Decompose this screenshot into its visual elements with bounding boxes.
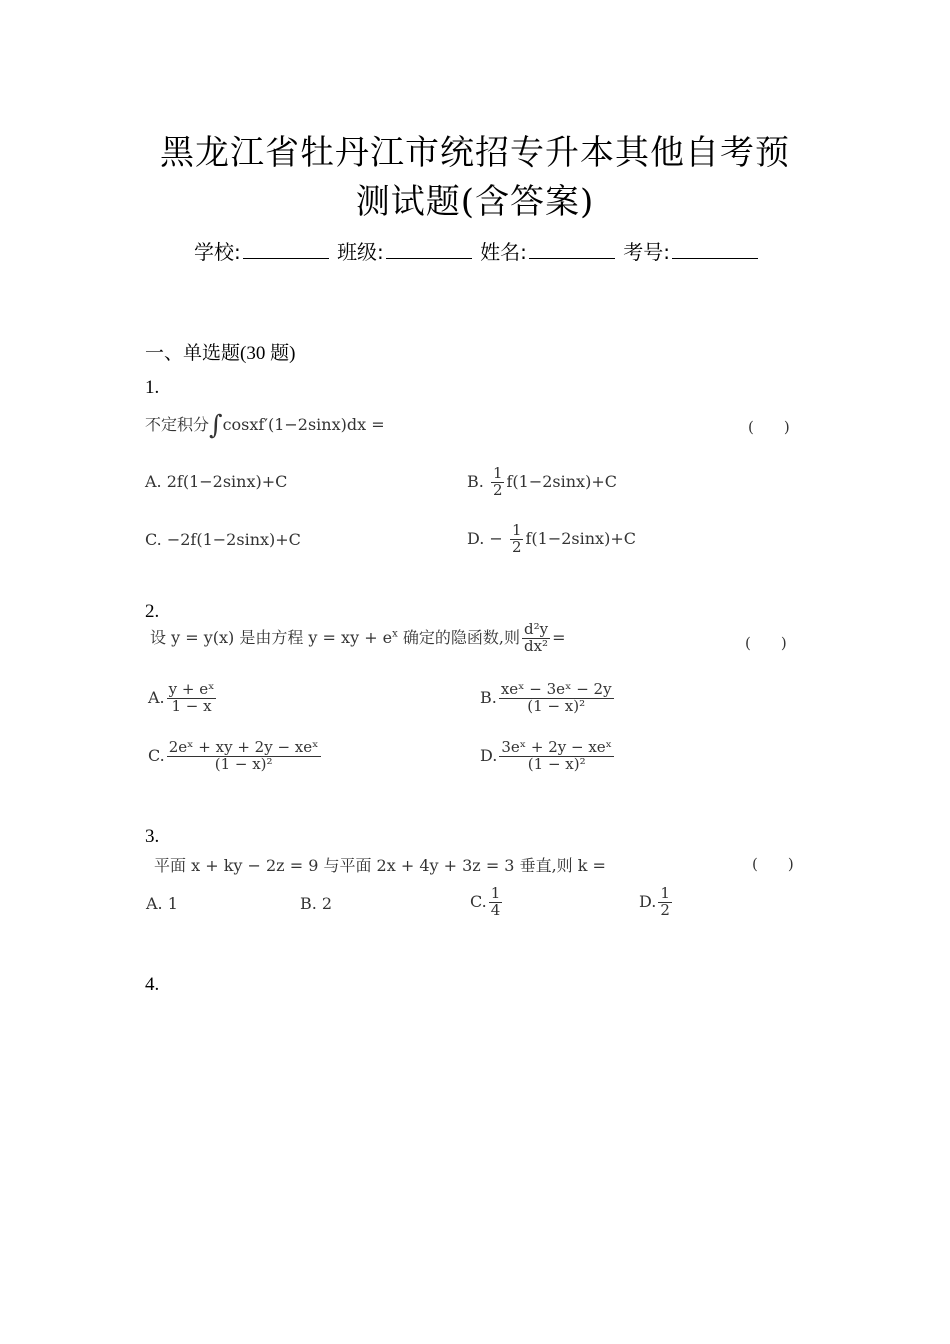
question-2-option-c [148,740,323,773]
question-1-option-c: C. −2f(1−2sinx)+C [145,530,301,549]
fraction-numerator: 3eˣ + 2y − xeˣ [501,738,613,756]
fraction-denominator: (1 − x)² [527,696,586,715]
question-3-number: 3. [145,826,160,847]
question-2-number: 2. [145,601,160,622]
question-1-number: 1. [145,377,160,398]
second-derivative-fraction [522,622,550,655]
question-1-answer-paren: ( ) [748,418,790,436]
option-d-tail: f(1−2sinx)+C [525,528,636,548]
question-2-option-b [480,682,616,715]
page-title-line-1: 黑龙江省牡丹江市统招专升本其他自考预 [160,133,790,173]
class-label: 班级: [337,240,384,264]
fraction-numerator: 1 [660,884,670,902]
id-blank [672,240,758,259]
fraction-denominator: (1 − x)² [214,754,273,773]
option-a-fraction [167,682,217,715]
option-c-fraction [489,886,503,919]
integral-sign: ∫ [209,410,223,441]
name-blank [529,240,615,259]
fraction-numerator: xeˣ − 3eˣ − 2y [500,680,612,698]
student-info-line [0,236,950,265]
option-d-fraction [499,740,614,773]
id-label: 考号: [623,240,671,264]
question-2-option-d [480,740,616,773]
fraction-numerator: 2eˣ + xy + 2y − xeˣ [168,738,319,756]
question-4-number: 4. [145,974,160,995]
fraction-denominator: dx² [523,636,549,655]
school-label: 学校: [193,240,241,264]
question-1-stem [145,412,385,439]
question-1-option-d [467,523,636,556]
question-2-option-a [148,682,218,715]
fraction-numerator: 1 [492,464,503,482]
fraction-denominator: 2 [511,537,522,556]
question-2-stem-prefix: 设 y = y(x) 是由方程 y = xy + e [150,627,393,647]
question-3-stem: 平面 x + ky − 2z = 9 与平面 2x + 4y + 3z = 3 垂直,则 k = [154,856,606,875]
option-d-label: D. − [467,528,503,548]
question-3-answer-paren: ( ) [752,855,794,873]
option-d-label: D. [639,891,657,911]
fraction-numerator: y + eˣ [168,680,215,698]
name-label: 姓名: [480,240,527,264]
section-heading: 一、单选题(30 题) [145,343,296,364]
option-d-label: D. [480,745,498,765]
superscript: x [392,628,398,640]
option-d-fraction [510,523,524,556]
question-3-option-b: B. 2 [300,894,333,913]
fraction-numerator: 1 [490,884,501,902]
question-3-option-d [639,886,674,919]
option-b-fraction [491,466,505,499]
question-2-answer-paren: ( ) [745,634,787,652]
fraction-numerator: d²y [523,620,549,638]
option-b-tail: f(1−2sinx)+C [506,471,617,491]
question-3-option-c [470,886,504,919]
fraction-denominator: 2 [660,900,670,919]
option-c-label: C. [470,891,487,911]
page-title-line-2: 测试题(含答案) [355,182,595,222]
fraction-numerator: 1 [511,521,522,539]
question-2-stem-tail: = [552,627,566,647]
fraction-denominator: (1 − x)² [527,754,586,773]
fraction-denominator: 2 [492,480,503,499]
question-1-stem-prefix: 不定积分 [145,415,210,434]
option-d-fraction [658,886,672,919]
option-c-label: C. [148,745,165,765]
option-c-fraction [167,740,321,773]
fraction-denominator: 4 [490,900,501,919]
question-1-option-a: A. 2f(1−2sinx)+C [145,472,288,491]
question-2-stem-mid: 确定的隐函数,则 [397,627,520,647]
option-b-label: B. [480,687,497,707]
question-2-stem [150,622,565,655]
school-blank [243,240,329,259]
option-b-fraction [499,682,614,715]
question-1-stem-expr: cosxf′(1−2sinx)dx = [222,415,385,434]
question-1-option-b [467,466,617,499]
option-a-label: A. [148,687,165,707]
class-blank [386,240,472,259]
question-3-option-a: A. 1 [146,894,178,913]
option-b-label: B. [467,471,484,491]
fraction-denominator: 1 − x [171,696,212,715]
